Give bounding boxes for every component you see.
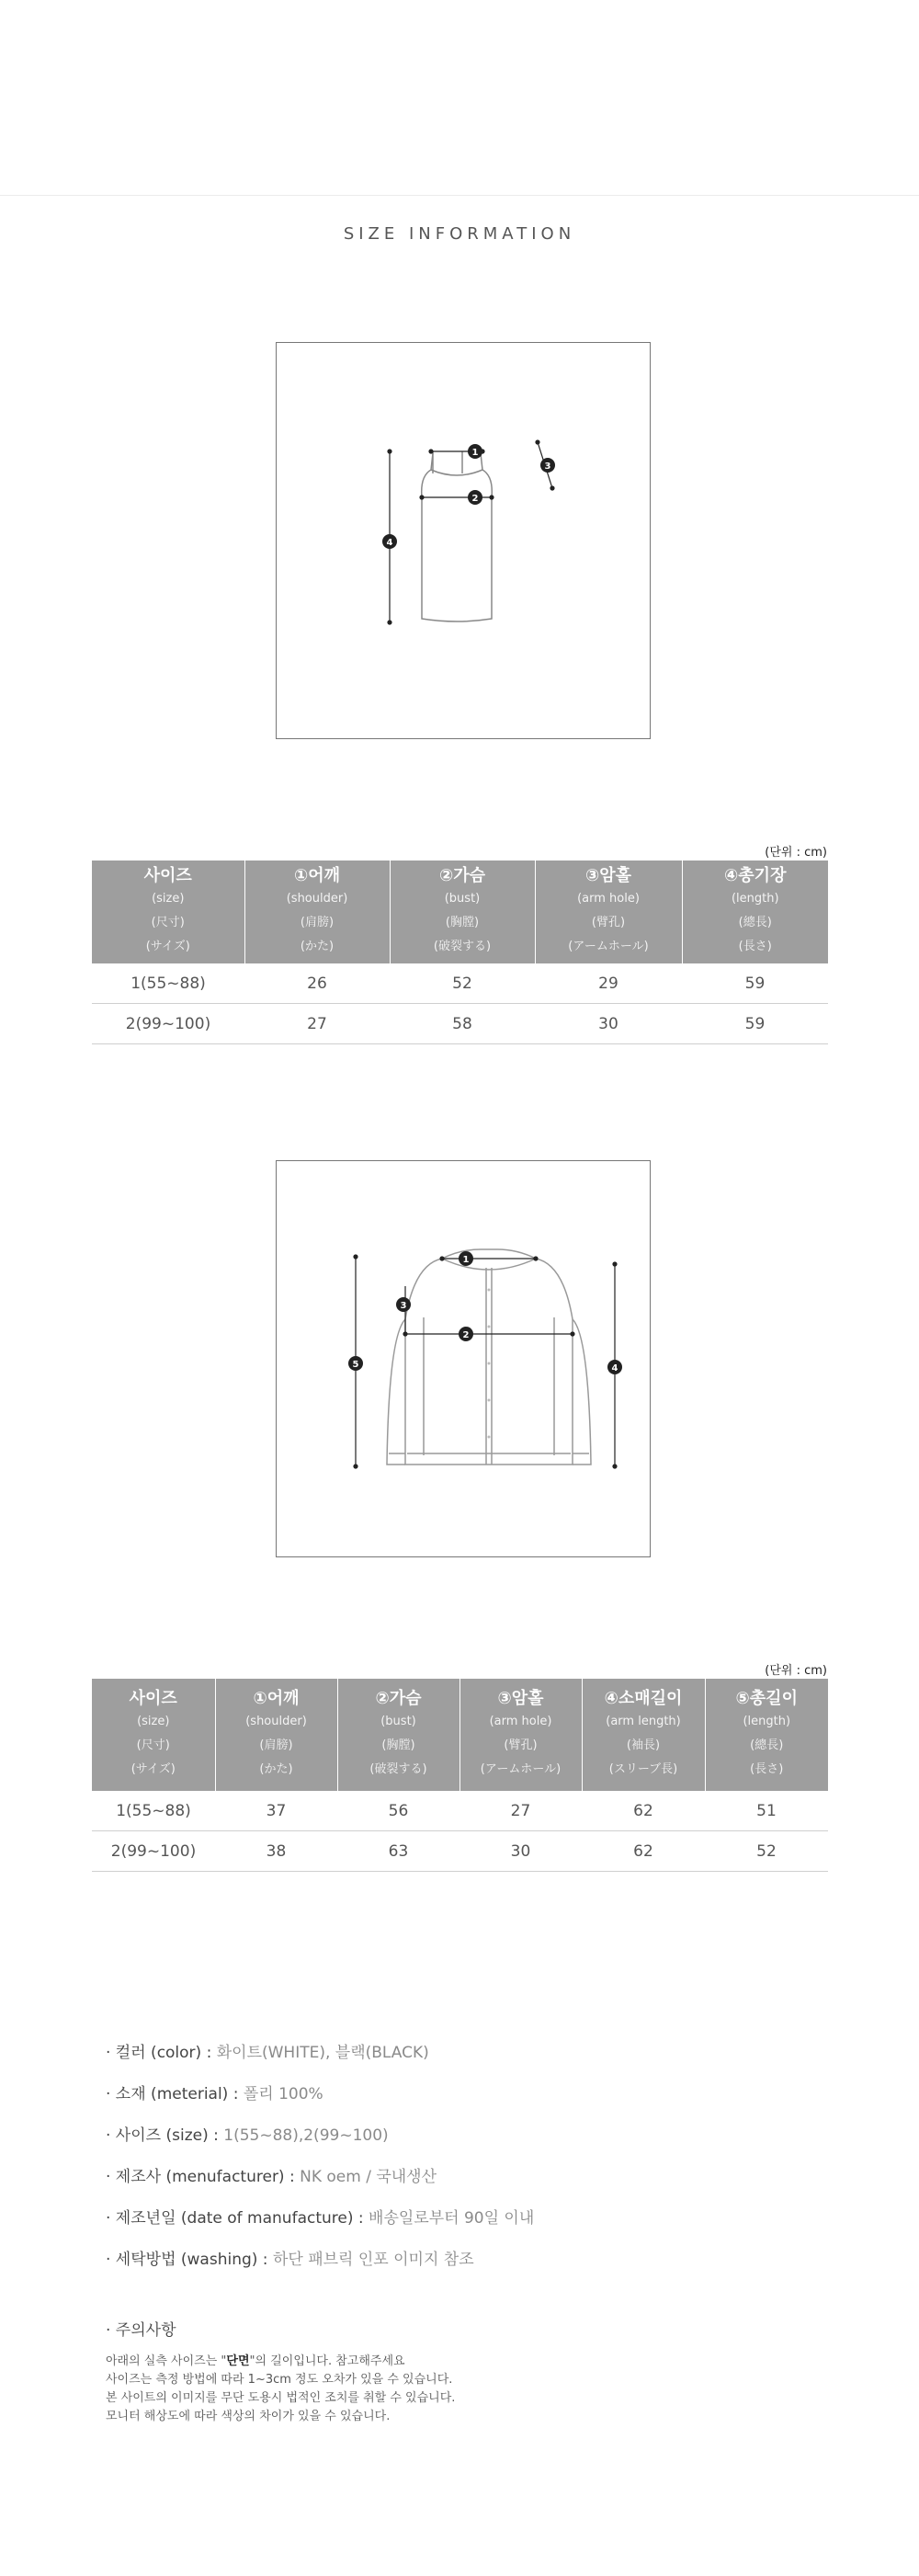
marker-2-icon xyxy=(468,490,482,505)
table-cell: 1(55~88) xyxy=(92,1791,215,1831)
info-color: · 컬러 (color) : 화이트(WHITE), 블랙(BLACK) xyxy=(106,2044,429,2062)
svg-text:4: 4 xyxy=(611,1363,618,1373)
table-cell: 27 xyxy=(460,1791,582,1831)
table-row xyxy=(92,1004,828,1044)
camisole-illustration xyxy=(277,343,650,738)
info-material: · 소재 (meterial) : 폴리 100% xyxy=(106,2085,323,2103)
table-cell: 51 xyxy=(705,1791,828,1831)
table-cell: 52 xyxy=(390,963,535,1004)
table-cell: 30 xyxy=(460,1831,582,1872)
svg-text:2: 2 xyxy=(471,494,479,504)
product-info xyxy=(106,2043,534,2291)
notice-heading: · 주의사항 xyxy=(106,2321,176,2340)
svg-text:3: 3 xyxy=(400,1301,407,1311)
table1-unit: (단위 : cm) xyxy=(765,846,827,860)
table-cell: 27 xyxy=(244,1004,390,1044)
marker-4-icon xyxy=(607,1360,622,1374)
header-arm-length: ④소매길이 (arm length) (袖長) (スリーブ長) xyxy=(582,1679,705,1791)
info-manufacturer: · 제조사 (menufacturer) : NK oem / 국내생산 xyxy=(106,2168,437,2186)
info-manufacture-date: · 제조년일 (date of manufacture) : 배송일로부터 90일 이내 xyxy=(106,2209,535,2228)
marker-1-icon xyxy=(459,1251,473,1266)
cardigan-illustration xyxy=(277,1161,650,1556)
table-cell: 59 xyxy=(682,963,828,1004)
marker-5-icon xyxy=(348,1356,363,1371)
table2-unit: (단위 : cm) xyxy=(765,1664,827,1678)
table-cell: 1(55~88) xyxy=(92,963,244,1004)
notice-line: 모니터 해상도에 따라 색상의 차이가 있을 수 있습니다. xyxy=(106,2410,391,2423)
marker-3-icon xyxy=(540,458,555,473)
table-header-row xyxy=(92,1679,828,1791)
table-cell: 30 xyxy=(535,1004,682,1044)
table-row xyxy=(92,1831,828,1872)
notice-line: 사이즈는 측정 방법에 따라 1~3cm 정도 오차가 있을 수 있습니다. xyxy=(106,2373,453,2387)
svg-text:3: 3 xyxy=(544,462,551,472)
svg-text:2: 2 xyxy=(462,1330,470,1340)
header-bust: ②가슴 (bust) (胸膛) (破裂する) xyxy=(390,861,535,963)
marker-3-icon xyxy=(396,1297,411,1312)
header-shoulder: ①어깨 (shoulder) (肩膀) (かた) xyxy=(244,861,390,963)
header-shoulder: ①어깨 (shoulder) (肩膀) (かた) xyxy=(215,1679,337,1791)
table-cell: 38 xyxy=(215,1831,337,1872)
table-cell: 59 xyxy=(682,1004,828,1044)
header-arm-hole: ③암홀 (arm hole) (臂孔) (アームホール) xyxy=(460,1679,582,1791)
notice-section xyxy=(106,2317,455,2426)
cardigan-size-diagram xyxy=(276,1160,651,1557)
svg-text:5: 5 xyxy=(352,1360,359,1370)
svg-text:4: 4 xyxy=(386,538,393,548)
camisole-size-table xyxy=(92,861,828,1044)
table-cell: 37 xyxy=(215,1791,337,1831)
header-divider xyxy=(0,195,919,196)
svg-text:1: 1 xyxy=(462,1255,470,1265)
notice-line: 본 사이트의 이미지를 무단 도용시 법적인 조치를 취할 수 있습니다. xyxy=(106,2391,456,2405)
table-cell: 62 xyxy=(582,1831,705,1872)
table-cell: 2(99~100) xyxy=(92,1831,215,1872)
table-cell: 26 xyxy=(244,963,390,1004)
table-cell: 62 xyxy=(582,1791,705,1831)
info-washing: · 세탁방법 (washing) : 하단 패브릭 인포 이미지 참조 xyxy=(106,2251,474,2269)
table-cell: 52 xyxy=(705,1831,828,1872)
table-header-row xyxy=(92,861,828,963)
table-cell: 56 xyxy=(337,1791,460,1831)
header-arm-hole: ③암홀 (arm hole) (臂孔) (アームホール) xyxy=(535,861,682,963)
marker-4-icon xyxy=(382,534,397,549)
cardigan-size-table xyxy=(92,1679,828,1872)
table-row xyxy=(92,1791,828,1831)
header-length: ⑤총길이 (length) (總長) (長さ) xyxy=(705,1679,828,1791)
table-row xyxy=(92,963,828,1004)
header-size: 사이즈 (size) (尺寸) (サイズ) xyxy=(92,1679,215,1791)
info-size: · 사이즈 (size) : 1(55~88),2(99~100) xyxy=(106,2126,389,2145)
svg-text:1: 1 xyxy=(471,448,479,458)
header-size: 사이즈 (size) (尺寸) (サイズ) xyxy=(92,861,244,963)
marker-1-icon xyxy=(468,444,482,459)
header-length: ④총기장 (length) (總長) (長さ) xyxy=(682,861,828,963)
table-cell: 29 xyxy=(535,963,682,1004)
notice-line: 아래의 실측 사이즈는 "단면"의 길이입니다. 참고해주세요 xyxy=(106,2354,405,2368)
table-cell: 63 xyxy=(337,1831,460,1872)
table-cell: 58 xyxy=(390,1004,535,1044)
header-bust: ②가슴 (bust) (胸膛) (破裂する) xyxy=(337,1679,460,1791)
camisole-size-diagram xyxy=(276,342,651,739)
marker-2-icon xyxy=(459,1327,473,1341)
page-title: SIZE INFORMATION xyxy=(343,224,576,244)
table-cell: 2(99~100) xyxy=(92,1004,244,1044)
